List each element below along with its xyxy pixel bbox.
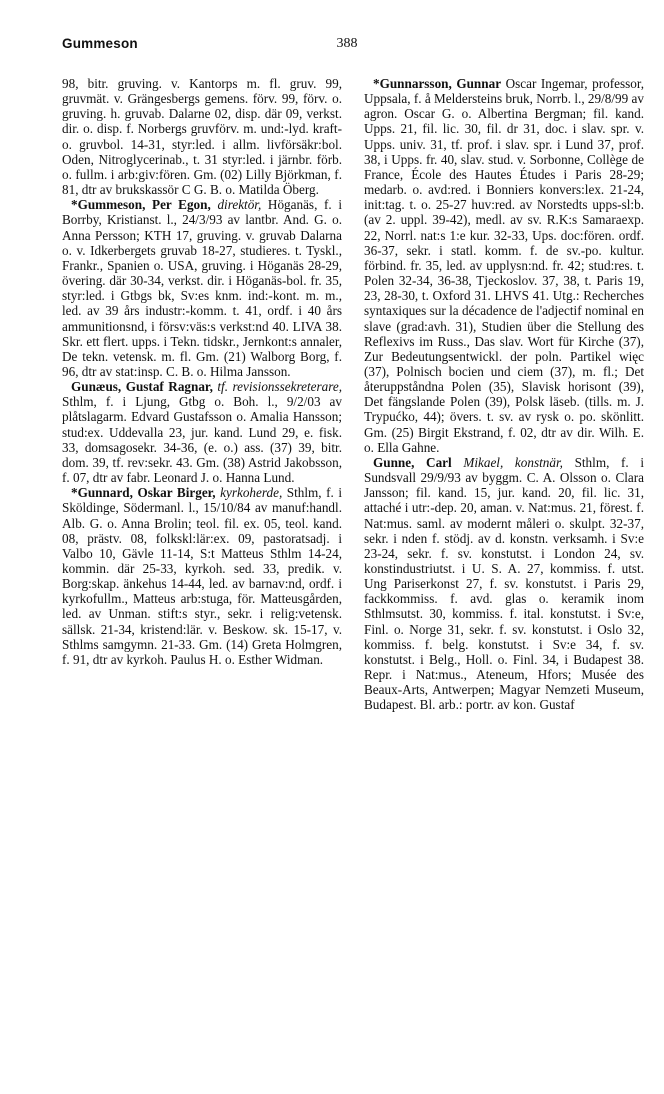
entry-gunaeus-gustaf-ragnar: [62, 379, 342, 485]
left-column: [62, 76, 342, 667]
entry-text: Oscar Ingemar, professor, Uppsala, f. å Meldersteins bruk, Norrb. l., 29/8/99 av agron. Oscar G. o. Albertina Bergman; fil. kand. Upps. 21, fil. lic. 30, fil. dr 31, doc. i slav. spr. v. Upps. univ. 31, tf. prof. i slav. spr. i Lund 37, prof. 38, i Upps. fr. 40, slav. stud. v. Sorbonne, Collège de France, École des Hautes Études i Paris 28-29; medarb. o. avd:red. i Bonniers konvers:lex. 21-24, init:tag. t. o. 25-27 huv:red. av Norstedts upps-sl:b. (av 2. uppl. 39-42), medl. av sv. R.K:s Samaraexp. 22, Norrl. nat:s 1:e kur. 32-33, Ups. doc:fören. ordf. 36-37, sekr. i statl. komm. f. de sv.-po. kultur. förbind. fr. 35, led. av upplysn:nd. fr. 42; stud:res. t. Polen 32-34, 36-38, Tjeckoslov. 37, 38, t. Paris 19, 23, 28-30, t. Oxford 31. LHVS 41. Utg.: Recherches syntaxiques sur la décadence de l'adjectif nominal en slave (grad:avh. 31), Studien über die Stellung des Reflexivs im Russ., Das slav. Wort für Kirche (37), Zur Bedeutungsentwickl. der poln. Partikel więc (37), Polnisch bocien und ciem (37), m. fl.; Det återuppståndna Polen (35), Slavisk horisont (39), Det fängslande Polen (39), Polsk läseb. (tills. m. J. Trypućko, 44); övers. t. sv. av rysk o. po. skönlitt. Gm. (25) Birgit Ekstrand, f. 02, dtr av dir. Wilh. E. o. Ella Gahne.: [364, 76, 644, 455]
entry-text: Sthlm, f. i Sundsvall 29/9/93 av byggm. C. A. Olsson o. Clara Jansson; fil. kand. 15, jur. kand. 20, fil. lic. 31, attaché i utr:-dep. 20, aman. v. Nat:mus. 21, förest. f. Nat:mus. saml. av modernt måleri o. skulpt. 32-37, sekr. i nden f. stödj. av d. konstn. verksamh. i Sv:e 23-24, sekr. f. sv. konstutst. i London 24, sv. konstindustriutst. i U. S. A. 27, kommiss. f. utst. Ung Pariserkonst 27, f. sv. konstutst. i Paris 29, fackkommiss. f. avd. glas o. keramik inom Sthlmsutst. 30, kommiss. f. ital. konstutst. i Sv:e, Finl. o. Norge 31, sekr. f. sv. konstutst. i Oslo 32, kommiss. f. belg. konstutst. i Sv:e 34, f. sv. konstutst. i Belg., Holl. o. Finl. 34, i Budapest 38. Repr. i Nat:mus., Ateneum, Hfors; Musée des Beaux-Arts, Antwerpen; Magyar Nemzeti Museum, Budapest. Bl. arb.: portr. av kon. Gustaf: [364, 454, 645, 713]
entry-gunnarsson-gunnar: [364, 76, 644, 455]
entry-gunne-carl: [364, 455, 644, 713]
entry-text: Sthlm, f. i Sköldinge, Södermanl. l., 15/10/84 av manuf:handl. Alb. G. o. Anna Brolin; teol. fil. ex. 05, teol. kand. 08, prästv. 08, folkskl:lär:ex. 09, pastoratsadj. i Valbo 10, Gävle 11-14, S:t Matteus Sthlm 14-24, kommin. där 25-33, kyrkoh. sed. 33, predik. v. Borg:skap. änkehus 14-44, led. av barnav:nd, ordf. i kyrkofullm., Matteus arb:stuga, för. Matteusgården, led. av Unman. stift:s styr., sekr. i relig:vetensk. sällsk. 21-34, kristend:lär. v. Beskow. sk. 15-17, v. Sthlms samgymn. 21-33. Gm. (14) Greta Holmgren, f. 91, dtr av kyrkoh. Paulus H. o. Esther Widman.: [62, 485, 343, 667]
entry-gunnard-oskar-birger: [62, 485, 342, 667]
entry-text: Höganäs, f. i Borrby, Kristianst. l., 24/3/93 av lantbr. And. G. o. Anna Persson; KTH 17, gruving. v. gruvab Dalarna o. v. Idkerbergets gruvab 18-27, studieres. t. Tyskl., Frankr., Spanien o. USA, gruving. i Höganäs 28-29, övering. där 30-34, verkst. dir. i Höganäs-bol. fr. 35, styr:led. i Gtbgs bk, Sv:es knm. ind:-kont. m. m., led. av 39 års industr:-komm. t. 41, ordf. i 40 års ammunitionsnd, i försv:väs:s verkst:nd 40. LIVA 38. Skr. ett flert. upps. i Tekn. tidskr., Jernkont:s annaler, De tekn. vetensk. m. fl. Gm. (21) Walborg Borg, f. 96, dtr av stat:insp. C. B. o. Hilma Jansson.: [62, 197, 342, 379]
entry-headword: Gummeson, Per Egon,: [77, 197, 211, 213]
entry-role: direktör,: [217, 197, 262, 213]
entry-star: *: [71, 485, 78, 501]
entry-headword: Gunnarsson, Gunnar: [379, 76, 502, 91]
entry-text: 98, bitr. gruving. v. Kantorps m. fl. gruv. 99, gruvmät. v. Grängesbergs gemens. förv. 99, förv. o. gruving. h. gruvab. Dalarne 02, disp. där 09, verkst. dir. o. disp. f. Norbergs gruvförv. m. und:-lyd. kraft- o. gruvbol. 14-31, styr:led. i allm. livförsäkr:bol. Oden, Nitroglycerinab., t. 31 styr:led. i järnbr. förb. o. fullm. i arb:giv:fören. Gm. (02) Lilly Björkman, f. 81, dtr av brukskassör C G. B. o. Matilda Öberg.: [62, 76, 342, 198]
entry-role: tf. revisionssekreterare,: [217, 379, 343, 395]
page-number: 388: [336, 36, 358, 51]
entry-role: Mikael, konstnär,: [463, 454, 563, 470]
entry-headword: Gunnard, Oskar Birger,: [77, 485, 216, 501]
entry-star: *: [71, 197, 78, 213]
entry-continuation: [62, 76, 342, 197]
page-header: [62, 36, 632, 58]
entry-headword: Gunne, Carl: [373, 454, 452, 470]
entry-star: *: [373, 76, 380, 91]
entry-gummeson-per-egon: [62, 197, 342, 379]
entry-text: Sthlm, f. i Ljung, Gtbg o. Boh. l., 9/2/03 av plåtslagarm. Edvard Gustafsson o. Amalia Hansson; stud:ex. Uddevalla 23, jur. kand. Lund 29, e. fisk. 33, domsagosekr. 34-36, (e. o.) ass. (37) 39, bitr. dom. 39, tf. rev:sekr. 43. Gm. (38) Astrid Jakobsson, f. 07, dtr av fabr. Leonard J. o. Hanna Lund.: [62, 394, 342, 486]
running-head: Gummeson: [62, 36, 138, 51]
entry-role: kyrkoherde,: [220, 485, 283, 501]
right-column: [364, 76, 644, 713]
entry-headword: Gunæus, Gustaf Ragnar,: [71, 379, 213, 395]
